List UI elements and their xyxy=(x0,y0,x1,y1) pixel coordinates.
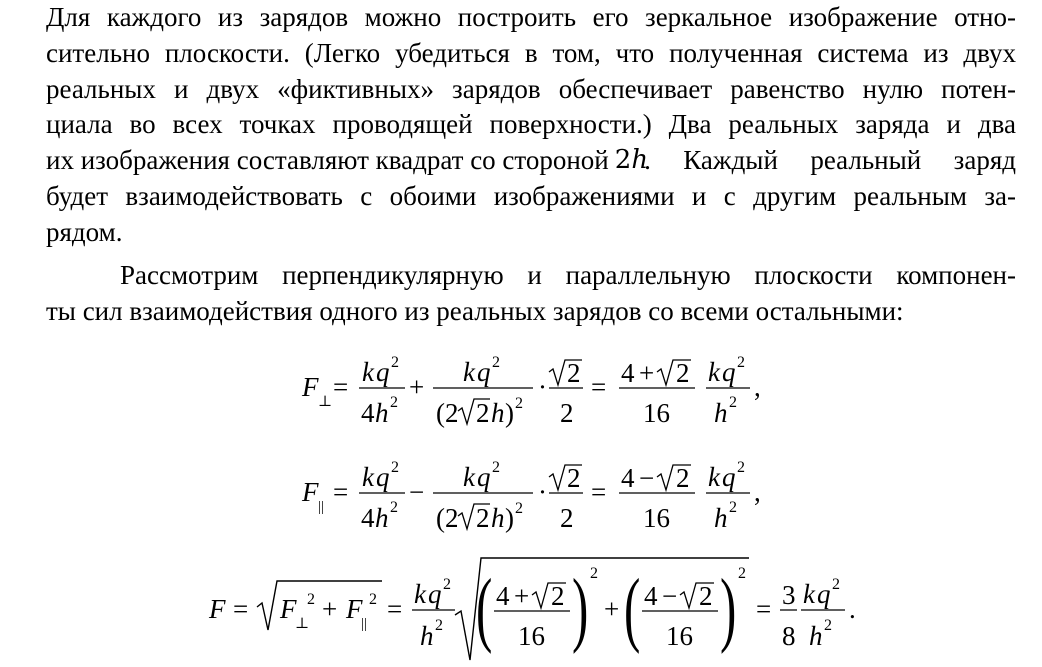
subscript-par: || xyxy=(318,499,325,515)
k: k xyxy=(414,579,426,609)
two: 2 xyxy=(476,398,490,428)
two: 2 xyxy=(560,398,574,428)
left-paren: ( xyxy=(436,398,445,428)
h: h xyxy=(375,398,389,428)
equals-sign: = xyxy=(333,372,349,402)
h: h xyxy=(491,503,505,533)
four: 4 xyxy=(621,463,635,493)
q: q xyxy=(817,579,831,609)
text-line: Рассмотрим перпендикулярную и параллельную плоскости компонен- xyxy=(120,260,1016,290)
equals-sign: = xyxy=(333,477,349,507)
text-line: Для каждого из зарядов можно построить его зеркальное изображение отно- xyxy=(46,2,1016,32)
comma: , xyxy=(754,477,761,507)
four: 4 xyxy=(644,581,658,611)
exponent: 2 xyxy=(492,459,500,476)
exponent: 2 xyxy=(832,576,840,593)
dot-operator: · xyxy=(538,477,547,507)
text-line: реальных и двух «фиктивных» зарядов обеспечивает равенство нулю потен- xyxy=(46,73,1016,104)
text-line: ты сил взаимодействия одного из реальных зарядов со всеми остальными: xyxy=(46,295,904,326)
text-segment: их изображения составляют квадрат со стороной xyxy=(46,145,609,176)
two: 2 xyxy=(476,503,490,533)
minus-sign: − xyxy=(639,463,655,493)
exponent: 2 xyxy=(824,617,832,634)
h: h xyxy=(714,398,728,428)
two: 2 xyxy=(567,358,581,388)
h: h xyxy=(375,503,389,533)
equals-sign: = xyxy=(591,477,607,507)
exponent: 2 xyxy=(515,500,523,517)
formula-f-total xyxy=(208,558,856,660)
right-paren: ) xyxy=(572,561,589,655)
minus-sign: − xyxy=(409,477,425,507)
q: q xyxy=(376,462,390,492)
minus-sign: − xyxy=(662,581,678,611)
sixteen: 16 xyxy=(643,503,670,533)
equals-sign: = xyxy=(387,594,403,624)
k: k xyxy=(803,579,815,609)
plus-sign: + xyxy=(514,581,530,611)
exponent: 2 xyxy=(729,499,737,516)
left-paren: ( xyxy=(624,561,641,655)
equals-sign: = xyxy=(233,594,249,624)
exponent: 2 xyxy=(737,354,745,371)
two: 2 xyxy=(445,503,459,533)
two: 2 xyxy=(560,503,574,533)
symbol-F: F xyxy=(346,594,363,624)
right-paren: ) xyxy=(505,398,514,428)
two: 2 xyxy=(551,581,565,611)
exponent: 2 xyxy=(391,459,399,476)
q: q xyxy=(722,462,736,492)
h: h xyxy=(714,503,728,533)
two: 2 xyxy=(699,581,713,611)
k: k xyxy=(463,357,475,387)
text-line: циала во всех точках проводящей поверхности.) Два реальных заряда и два xyxy=(46,109,1016,140)
plus-sign: + xyxy=(604,594,620,624)
exponent: 2 xyxy=(737,459,745,476)
plus-sign: + xyxy=(322,594,338,624)
right-paren: ) xyxy=(720,561,737,655)
two: 2 xyxy=(676,463,690,493)
exponent: 2 xyxy=(492,354,500,371)
four: 4 xyxy=(361,503,375,533)
two: 2 xyxy=(567,463,581,493)
symbol-F: F xyxy=(302,477,319,507)
four: 4 xyxy=(361,398,375,428)
two: 2 xyxy=(445,398,459,428)
q: q xyxy=(722,357,736,387)
eight: 8 xyxy=(782,621,796,651)
exponent: 2 xyxy=(390,394,398,411)
symbol-F: F xyxy=(280,594,297,624)
exponent: 2 xyxy=(729,394,737,411)
h: h xyxy=(809,621,823,651)
q: q xyxy=(428,579,442,609)
exponent: 2 xyxy=(369,591,377,608)
comma: , xyxy=(754,372,761,402)
k: k xyxy=(708,357,720,387)
exponent: 2 xyxy=(391,354,399,371)
subscript-par: || xyxy=(361,616,368,632)
left-paren: ( xyxy=(436,503,445,533)
k: k xyxy=(362,357,374,387)
symbol-F: F xyxy=(209,594,226,624)
q: q xyxy=(376,357,390,387)
k: k xyxy=(708,462,720,492)
exponent: 2 xyxy=(443,576,451,593)
sixteen: 16 xyxy=(643,398,670,428)
sixteen: 16 xyxy=(666,621,693,651)
exponent: 2 xyxy=(738,565,746,582)
four: 4 xyxy=(621,358,635,388)
text-segment: . Каждый реальный заряд xyxy=(644,145,1016,176)
symbol-F: F xyxy=(302,372,319,402)
math-number: 2 xyxy=(614,145,632,176)
right-paren: ) xyxy=(505,503,514,533)
h: h xyxy=(420,621,434,651)
plus-sign: + xyxy=(639,358,655,388)
k: k xyxy=(463,462,475,492)
k: k xyxy=(362,462,374,492)
subscript-perp: ⊥ xyxy=(295,616,310,632)
three: 3 xyxy=(782,580,796,610)
q: q xyxy=(477,357,491,387)
two: 2 xyxy=(676,358,690,388)
plus-sign: + xyxy=(409,372,425,402)
text-line: рядом. xyxy=(46,216,123,247)
exponent: 2 xyxy=(435,617,443,634)
exponent: 2 xyxy=(307,591,315,608)
formula-f-perp xyxy=(301,354,761,428)
subscript-perp: ⊥ xyxy=(318,394,333,410)
equals-sign: = xyxy=(756,594,772,624)
text-line: будет взаимодействовать с обоими изображениями и с другим реальным за- xyxy=(46,180,1016,211)
period: . xyxy=(849,594,856,624)
left-paren: ( xyxy=(476,561,493,655)
four: 4 xyxy=(496,581,510,611)
q: q xyxy=(477,462,491,492)
formula-f-par xyxy=(301,459,761,533)
sixteen: 16 xyxy=(518,621,545,651)
dot-operator: · xyxy=(538,372,547,402)
h: h xyxy=(491,398,505,428)
text-line: сительно плоскости. (Легко убедиться в том, что полученная система из двух xyxy=(46,37,1016,68)
exponent: 2 xyxy=(590,565,598,582)
equals-sign: = xyxy=(591,372,607,402)
exponent: 2 xyxy=(390,499,398,516)
exponent: 2 xyxy=(515,395,523,412)
math-variable: h xyxy=(631,145,649,176)
